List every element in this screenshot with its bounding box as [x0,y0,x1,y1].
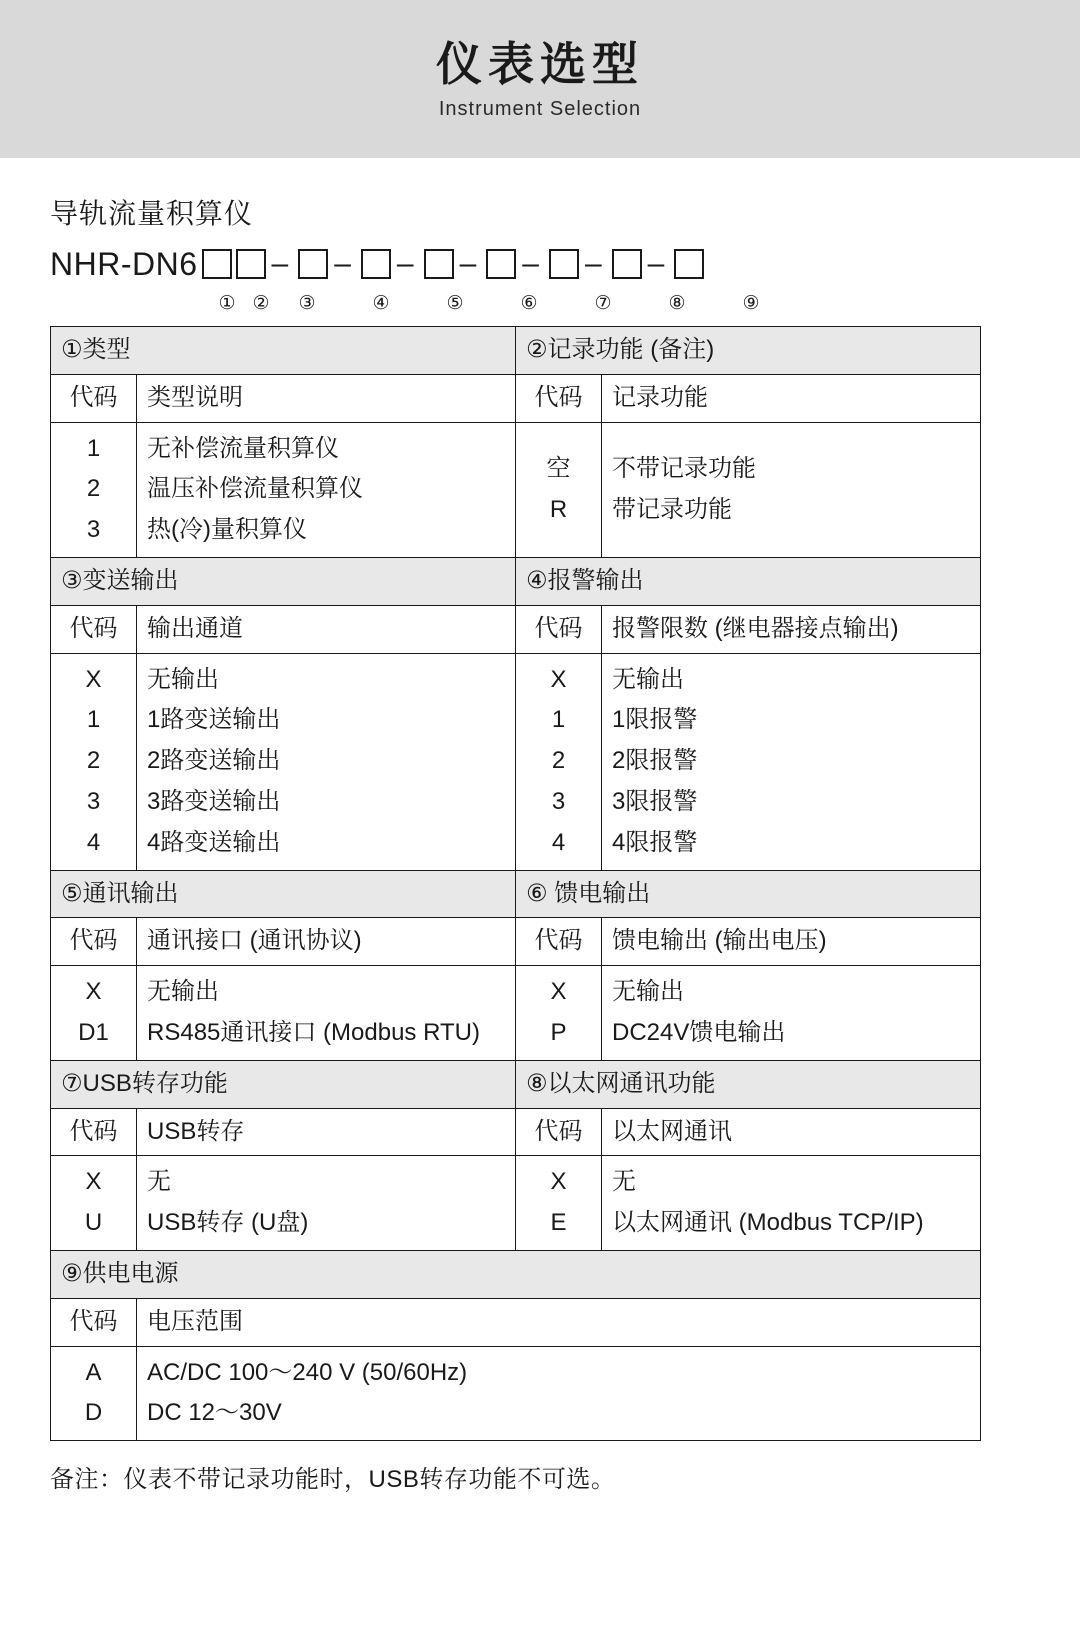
code-list-2 [516,422,602,557]
code-cell: P [550,1018,567,1046]
code-list-5 [51,966,137,1061]
desc-header-2: 记录功能 [602,374,981,422]
code-cell: X [550,665,567,693]
desc-cell: RS485通讯接口 (Modbus RTU) [147,1018,480,1046]
code-header-8: 代码 [516,1108,602,1156]
desc-cell: 无输出 [612,978,685,1006]
desc-cell: DC24V馈电输出 [612,1018,786,1046]
desc-cell: 3路变送输出 [147,787,281,815]
desc-list-9 [137,1346,981,1441]
section-title-1: ①类型 [51,327,516,375]
desc-list-2 [602,422,981,557]
desc-header-8: 以太网通讯 [602,1108,981,1156]
table-row [51,422,981,557]
code-box-2 [236,249,266,279]
code-cell: 1 [86,706,101,734]
desc-cell: 1路变送输出 [147,706,281,734]
desc-cell: 4路变送输出 [147,828,281,856]
desc-list-7 [137,1156,516,1251]
desc-cell: 4限报警 [612,828,698,856]
section-title-6: ⑥ 馈电输出 [516,870,981,918]
code-list-8 [516,1156,602,1251]
code-header-2: 代码 [516,374,602,422]
table-row [51,1298,981,1346]
section-title-8: ⑧以太网通讯功能 [516,1060,981,1108]
product-name: 导轨流量积算仪 [50,198,254,229]
code-list-3 [51,653,137,870]
code-box-8 [612,249,642,279]
code-cell: 3 [86,787,101,815]
page-title: 仪表选型 [436,37,644,90]
code-cell: X [550,1168,567,1196]
code-cell: 2 [551,747,566,775]
code-box-4 [361,249,391,279]
dash-7: – [647,247,665,280]
code-header-5: 代码 [51,918,137,966]
desc-cell: 温压补偿流量积算仪 [147,475,363,503]
code-list-9 [51,1346,137,1441]
content-area [0,192,1080,1494]
code-box-6 [486,249,516,279]
code-cell: 3 [551,787,566,815]
table-row [51,966,981,1061]
dash-3: – [396,247,414,280]
dash-1: – [271,247,289,280]
desc-cell: 2限报警 [612,747,698,775]
table-row [51,653,981,870]
code-box-3 [298,249,328,279]
desc-header-4: 报警限数 (继电器接点输出) [602,605,981,653]
code-header-3: 代码 [51,605,137,653]
code-cell: X [85,1168,102,1196]
code-cell: D1 [78,1018,109,1046]
desc-cell: USB转存 (U盘) [147,1209,309,1237]
code-list-6 [516,966,602,1061]
desc-cell: 无补偿流量积算仪 [147,434,339,462]
code-list-1 [51,422,137,557]
page-subtitle: Instrument Selection [438,98,642,121]
section-title-2: ②记录功能 (备注) [516,327,981,375]
code-box-5 [424,249,454,279]
table-row [51,1346,981,1441]
section-title-7: ⑦USB转存功能 [51,1060,516,1108]
table-row [51,870,981,918]
code-cell: 2 [86,747,101,775]
slot-number-9: ⑨ [742,292,760,314]
code-cell: R [549,495,568,523]
code-header-9: 代码 [51,1298,137,1346]
desc-header-9: 电压范围 [137,1298,981,1346]
model-code-row [50,240,1030,288]
code-cell: X [550,978,567,1006]
table-row [51,374,981,422]
desc-cell: 以太网通讯 (Modbus TCP/IP) [612,1209,924,1237]
desc-cell: 2路变送输出 [147,747,281,775]
desc-list-1 [137,422,516,557]
code-cell: U [84,1209,103,1237]
code-cell: 4 [551,828,566,856]
table-row [51,1250,981,1298]
code-list-7 [51,1156,137,1251]
code-cell: 1 [551,706,566,734]
table-row [51,1156,981,1251]
table-row [51,327,981,375]
page-banner [0,0,1080,158]
desc-cell: 1限报警 [612,706,698,734]
desc-header-3: 输出通道 [137,605,516,653]
code-cell: X [85,665,102,693]
dash-5: – [522,247,539,280]
desc-cell: 无 [612,1168,637,1196]
desc-cell: 带记录功能 [612,495,733,523]
slot-number-7: ⑦ [594,292,612,314]
desc-cell: 无输出 [147,665,219,693]
slot-number-5: ⑤ [446,292,464,314]
desc-cell: 无 [147,1168,171,1196]
slot-number-8: ⑧ [668,292,686,314]
code-header-1: 代码 [51,374,137,422]
slot-number-6: ⑥ [520,292,538,314]
model-prefix: NHR-DN6 [50,245,198,282]
desc-header-7: USB转存 [137,1108,516,1156]
desc-list-8 [602,1156,981,1251]
table-row [51,1108,981,1156]
desc-cell: 无输出 [147,978,219,1006]
table-row [51,918,981,966]
desc-cell: 无输出 [612,665,685,693]
section-title-9: ⑨供电电源 [51,1250,981,1298]
desc-header-1: 类型说明 [137,374,516,422]
section-title-4: ④报警输出 [516,557,981,605]
code-header-6: 代码 [516,918,602,966]
slot-number-2: ② [252,292,270,314]
slot-number-row [50,290,1030,316]
dash-6: – [584,247,602,280]
code-cell: A [85,1358,102,1386]
slot-number-1: ① [218,292,236,314]
dash-2: – [334,247,351,280]
code-cell: E [550,1209,567,1237]
code-header-7: 代码 [51,1108,137,1156]
dash-4: – [459,247,477,280]
desc-list-4 [602,653,981,870]
desc-cell: 不带记录功能 [612,454,757,482]
code-box-7 [549,249,579,279]
desc-list-5 [137,966,516,1061]
code-cell: X [85,978,102,1006]
footnote: 备注：仪表不带记录功能时，USB转存功能不可选。 [50,1466,616,1494]
desc-list-3 [137,653,516,870]
code-list-4 [516,653,602,870]
code-cell: D [84,1399,103,1427]
desc-cell: 3限报警 [612,787,698,815]
slot-number-3: ③ [298,292,316,314]
code-cell: 空 [546,454,571,482]
desc-cell: 热(冷)量积算仪 [147,516,307,544]
code-box-9 [674,249,704,279]
table-row [51,557,981,605]
code-header-4: 代码 [516,605,602,653]
code-cell: 1 [86,434,101,462]
desc-header-5: 通讯接口 (通讯协议) [137,918,516,966]
desc-list-6 [602,966,981,1061]
table-row [51,605,981,653]
slot-number-4: ④ [372,292,390,314]
selection-table [50,326,981,1441]
code-box-1 [202,249,232,279]
desc-cell: AC/DC 100～240 V (50/60Hz) [147,1358,468,1386]
code-cell: 2 [86,475,101,503]
table-row [51,1060,981,1108]
desc-cell: DC 12～30V [147,1399,282,1427]
section-title-5: ⑤通讯输出 [51,870,516,918]
code-cell: 4 [86,828,101,856]
section-title-3: ③变送输出 [51,557,516,605]
code-cell: 3 [86,516,101,544]
desc-header-6: 馈电输出 (输出电压) [602,918,981,966]
